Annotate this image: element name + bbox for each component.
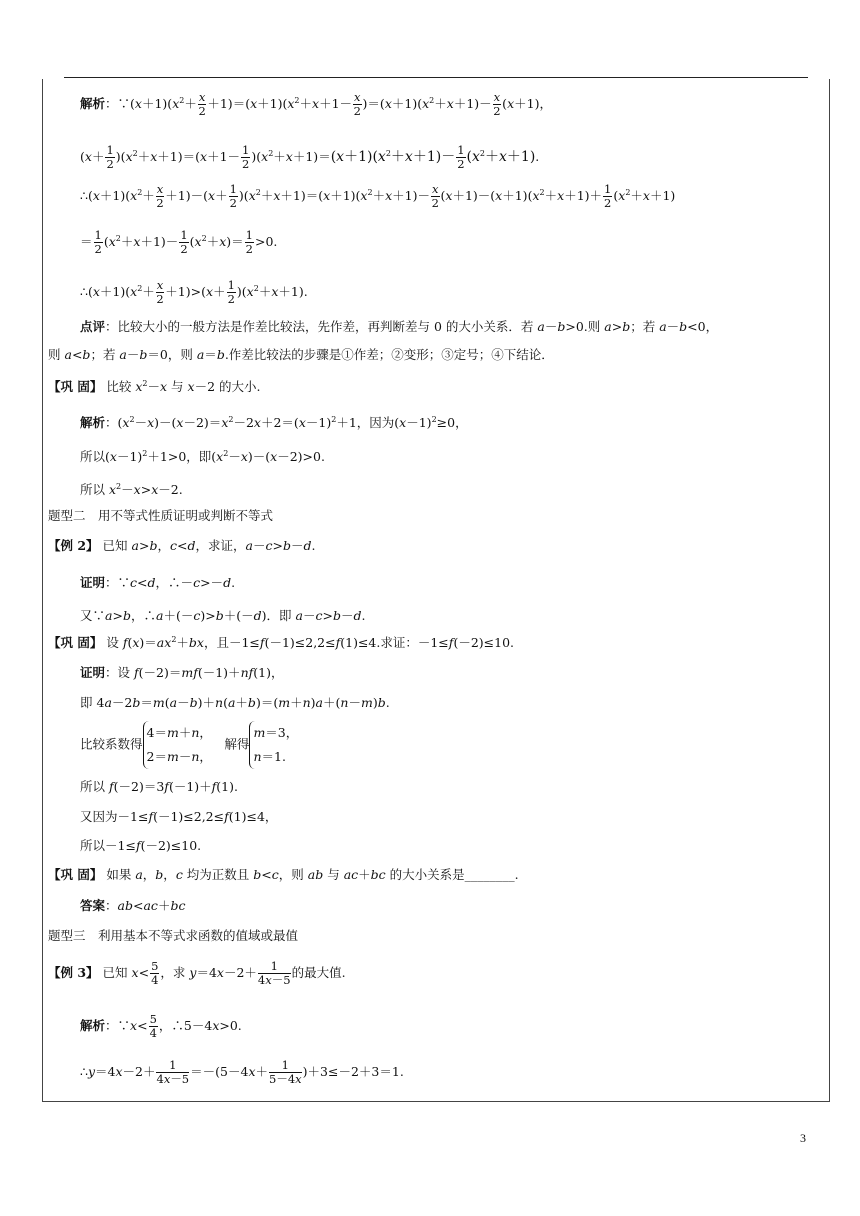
header-rule: [64, 77, 808, 78]
text-line-l11: 所以 $x^2-x>x-2$.: [80, 482, 183, 497]
text-line-l06: 点评：比较大小的一般方法是作差比较法，先作差，再判断差与 0 的大小关系．若 a－b>0.则 a>b；若 a－b<0，: [80, 319, 719, 334]
text-line-l12: 题型二 用不等式性质证明或判断不等式: [48, 508, 274, 523]
text-line-l28: ∴y＝4x－2＋ $\frac{1}{4x-5}$ ＝－(5－4x＋ $\frac{1}{5-4x}$ )＋3≤－2＋3＝1.: [80, 1058, 404, 1086]
text-line-l27: 解析：∵x< $\frac{5}{4}$ ，∴5－4x>0.: [80, 1012, 242, 1040]
text-line-l20: 所以 f(－2)＝3f(－1)＋f(1).: [80, 779, 238, 794]
text-line-l07: 则 a<b；若 a－b＝0，则 a＝b.作差比较法的步骤是①作差；②变形；③定号；④下结论．: [48, 347, 554, 362]
text-line-l26: 【例 3】 已知 x< $\frac{5}{4}$ ，求 y＝4x－2＋ $\frac{1}{4x-5}$ 的最大值.: [48, 959, 346, 987]
text-line-l13: 【例 2】 已知 a>b，c<d，求证，a－c>b－d.: [48, 538, 316, 553]
text-line-l09: 解析：$(x^2-x)-(x-2)=x^2-2x+2=(x-1)^2+1$，因为$(x-1)^2\ge 0$，: [80, 415, 468, 430]
text-line-l17: 证明：设 f(－2)＝mf(－1)＋nf(1)，: [80, 665, 284, 680]
text-line-l15: 又∵a>b，∴a＋(－c)>b＋(－d)．即 a－c>b－d.: [80, 608, 366, 623]
text-line-l01: 解析：$\because(x+1)(x^2+$ $\frac{x}{2}$ $+1)=(x+1)(x^2+x+1-$ $\frac{x}{2}$ )$=(x+1)(x^2+x+1)-$ $\frac{x}{2}$ (x＋1)，: [80, 90, 552, 118]
text-line-l10: 所以$(x-1)^2+1>0$，即$(x^2-x)-(x-2)>0$.: [80, 449, 325, 464]
text-line-l21: 又因为－1≤f(－1)≤2,2≤f(1)≤4，: [80, 809, 278, 824]
page-number: 3: [800, 1131, 806, 1145]
text-line-l24: 答案：ab<ac＋bc: [80, 898, 186, 913]
text-line-l03: $\therefore(x+1)(x^2+$ $\frac{x}{2}$ ＋1)－(x＋ $\frac{1}{2}$ )$(x^2+x+1)=(x+1)(x^2+x+1)-$ $\frac{x}{2}$ $(x+1)-(x+1)(x^2+x+1)+$ $\frac{1}{2}$ $(x^2+x+1)$: [80, 182, 676, 210]
text-line-l25: 题型三 利用基本不等式求函数的值域或最值: [48, 928, 299, 943]
text-line-l05: $\therefore(x+1)(x^2+$ $\frac{x}{2}$ ＋1)>(x＋ $\frac{1}{2}$ )$(x^2+x+1)$.: [80, 278, 308, 306]
text-line-l19: 比较系数得4＝m＋n， 2＝m－n， 解得m＝3， n＝1.: [80, 721, 298, 769]
text-line-l04: ＝ $\frac{1}{2}$ $(x^2+x+1)-$ $\frac{1}{2}$ $(x^2+x)=$ $\frac{1}{2}$ >0.: [80, 228, 278, 256]
text-line-l18: 即 4a－2b＝m(a－b)＋n(a＋b)＝(m＋n)a＋(n－m)b.: [80, 695, 390, 710]
text-line-l14: 证明：∵c<d，∴－c>－d.: [80, 575, 236, 590]
text-line-l22: 所以－1≤f(－2)≤10.: [80, 838, 202, 853]
text-line-l23: 【巩 固】 如果 a，b，c 均为正数且 b<c，则 ab 与 ac＋bc 的大小关系是________.: [48, 867, 519, 882]
text-line-l16: 【巩 固】 设 $f(x)=ax^2+bx$，且－1≤f(－1)≤2,2≤f(1)≤4.求证：－1≤f(－2)≤10.: [48, 635, 514, 650]
text-line-l08: 【巩 固】 比较 $x^2-x$ 与 x－2 的大小.: [48, 379, 261, 394]
text-line-l02: (x＋ $\frac{1}{2}$ )$(x^2+x+1)=(x+1-$ $\frac{1}{2}$ )$(x^2+x+1)=(x+1)(x^2+x+1)-$ $\frac{1}{2}$ $(x^2+x+1)$.: [80, 143, 540, 171]
